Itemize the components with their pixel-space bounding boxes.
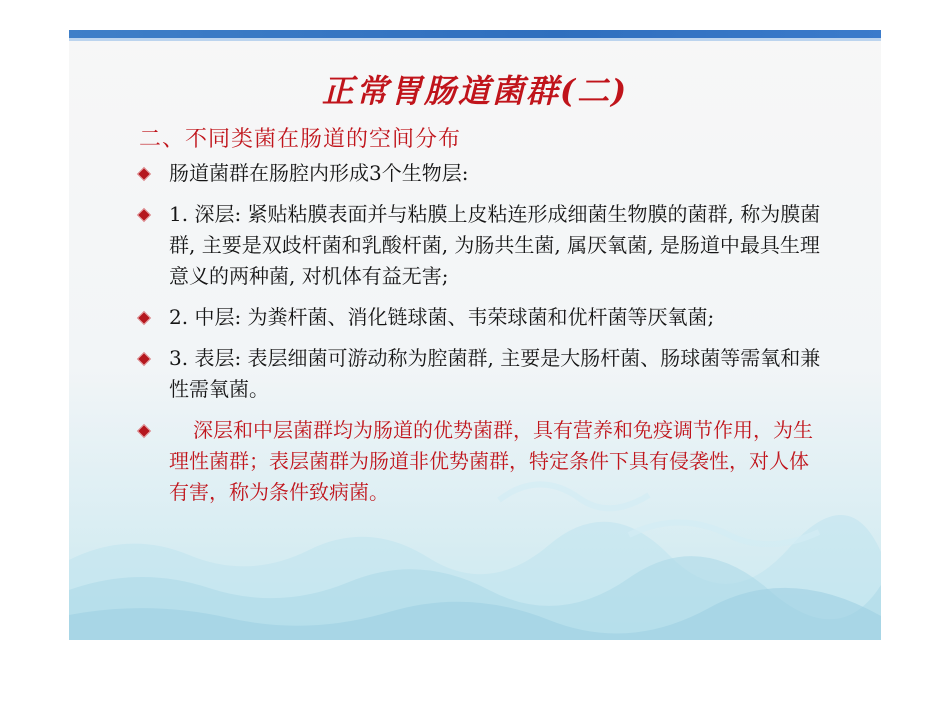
bullet-item <box>135 343 825 405</box>
bullet-item <box>135 199 825 292</box>
slide <box>69 30 881 640</box>
bullet-item-summary <box>135 415 825 508</box>
diamond-bullet-icon <box>137 208 151 222</box>
diamond-bullet-icon <box>137 311 151 325</box>
bullet-text: 3. 表层: 表层细菌可游动称为腔菌群, 主要是大肠杆菌、肠球菌等需氧和兼性需氧菌。 <box>169 346 821 401</box>
bullet-item <box>135 302 825 333</box>
top-bar-highlight <box>69 38 881 41</box>
bullet-text: 肠道菌群在肠腔内形成3个生物层: <box>169 161 469 185</box>
diamond-bullet-icon <box>137 167 151 181</box>
top-bar <box>69 30 881 38</box>
diamond-bullet-icon <box>137 352 151 366</box>
bullet-text: 2. 中层: 为粪杆菌、消化链球菌、韦荣球菌和优杆菌等厌氧菌; <box>169 305 715 329</box>
bullet-text: 1. 深层: 紧贴粘膜表面并与粘膜上皮粘连形成细菌生物膜的菌群, 称为膜菌群, 主要是双歧杆菌和乳酸杆菌, 为肠共生菌, 属厌氧菌, 是肠道中最具生理意义的两种菌, 对机体有益无害; <box>169 202 821 288</box>
slide-subtitle: 二、不同类菌在肠道的空间分布 <box>139 127 462 152</box>
diamond-bullet-icon <box>137 424 151 438</box>
bullet-text: 深层和中层菌群均为肠道的优势菌群，具有营养和免疫调节作用，为生理性菌群；表层菌群为肠道非优势菌群，特定条件下具有侵袭性，对人体有害，称为条件致病菌。 <box>169 418 813 504</box>
bullet-list <box>135 158 825 518</box>
bullet-item <box>135 158 825 189</box>
slide-title: 正常胃肠道菌群(二) <box>321 72 629 110</box>
